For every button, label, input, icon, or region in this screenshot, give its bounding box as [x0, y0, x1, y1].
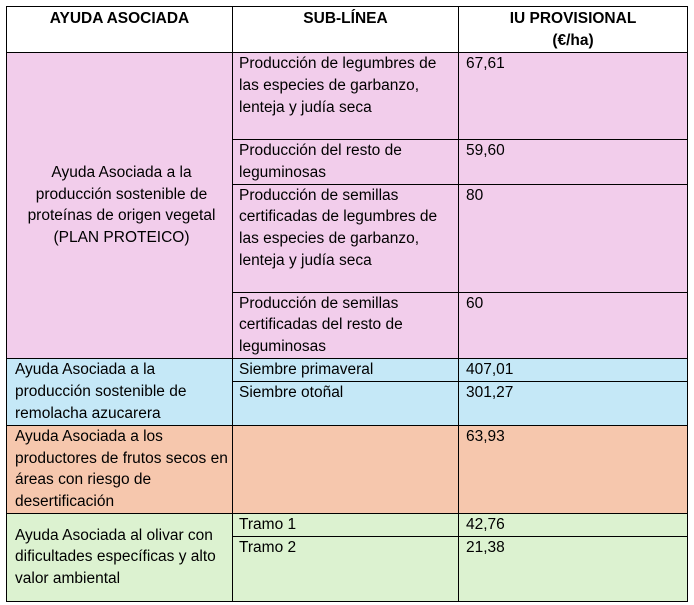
header-iu — [459, 7, 688, 53]
value-cell: 301,27 — [459, 381, 688, 425]
group-name-olivar: Ayuda Asociada al olivar con dificultades específicas y alto valor ambiental — [7, 513, 233, 601]
value-cell: 21,38 — [459, 536, 688, 601]
sub-line-cell — [233, 425, 459, 513]
value-cell: 59,60 — [459, 140, 688, 185]
sub-line-cell: Siembre primaveral — [233, 358, 459, 381]
group-name-frutos-secos: Ayuda Asociada a los productores de frutos secos en áreas con riesgo de desertificación — [7, 425, 233, 513]
header-iu-unit: (€/ha) — [552, 31, 594, 49]
value-cell: 42,76 — [459, 513, 688, 536]
sub-line-cell: Producción del resto de leguminosas — [233, 140, 459, 185]
table-row — [7, 53, 688, 140]
table-row — [7, 513, 688, 536]
value-cell: 67,61 — [459, 53, 688, 140]
value-cell: 80 — [459, 184, 688, 292]
group-name-plan-proteico: Ayuda Asociada a la producción sostenible de proteínas de origen vegetal (PLAN PROTEICO) — [7, 53, 233, 359]
value-cell: 60 — [459, 292, 688, 358]
aid-table — [6, 6, 688, 602]
table-row — [7, 358, 688, 381]
group-name-remolacha: Ayuda Asociada a la producción sostenible de remolacha azucarera — [7, 358, 233, 425]
header-iu-title: IU PROVISIONAL — [509, 10, 637, 27]
sub-line-cell: Producción de legumbres de las especies de garbanzo, lenteja y judía seca — [233, 53, 459, 140]
sub-line-cell: Producción de semillas certificadas de legumbres de las especies de garbanzo, lenteja y judía seca — [233, 184, 459, 292]
sub-line-cell: Producción de semillas certificadas del resto de leguminosas — [233, 292, 459, 358]
sub-line-cell: Tramo 2 — [233, 536, 459, 601]
value-cell: 407,01 — [459, 358, 688, 381]
sub-line-cell: Tramo 1 — [233, 513, 459, 536]
header-sublinea: SUB-LÍNEA — [233, 7, 459, 53]
sub-line-cell: Siembre otoñal — [233, 381, 459, 425]
header-row — [7, 7, 688, 53]
table-row — [7, 425, 688, 513]
value-cell: 63,93 — [459, 425, 688, 513]
header-ayuda: AYUDA ASOCIADA — [7, 7, 233, 53]
